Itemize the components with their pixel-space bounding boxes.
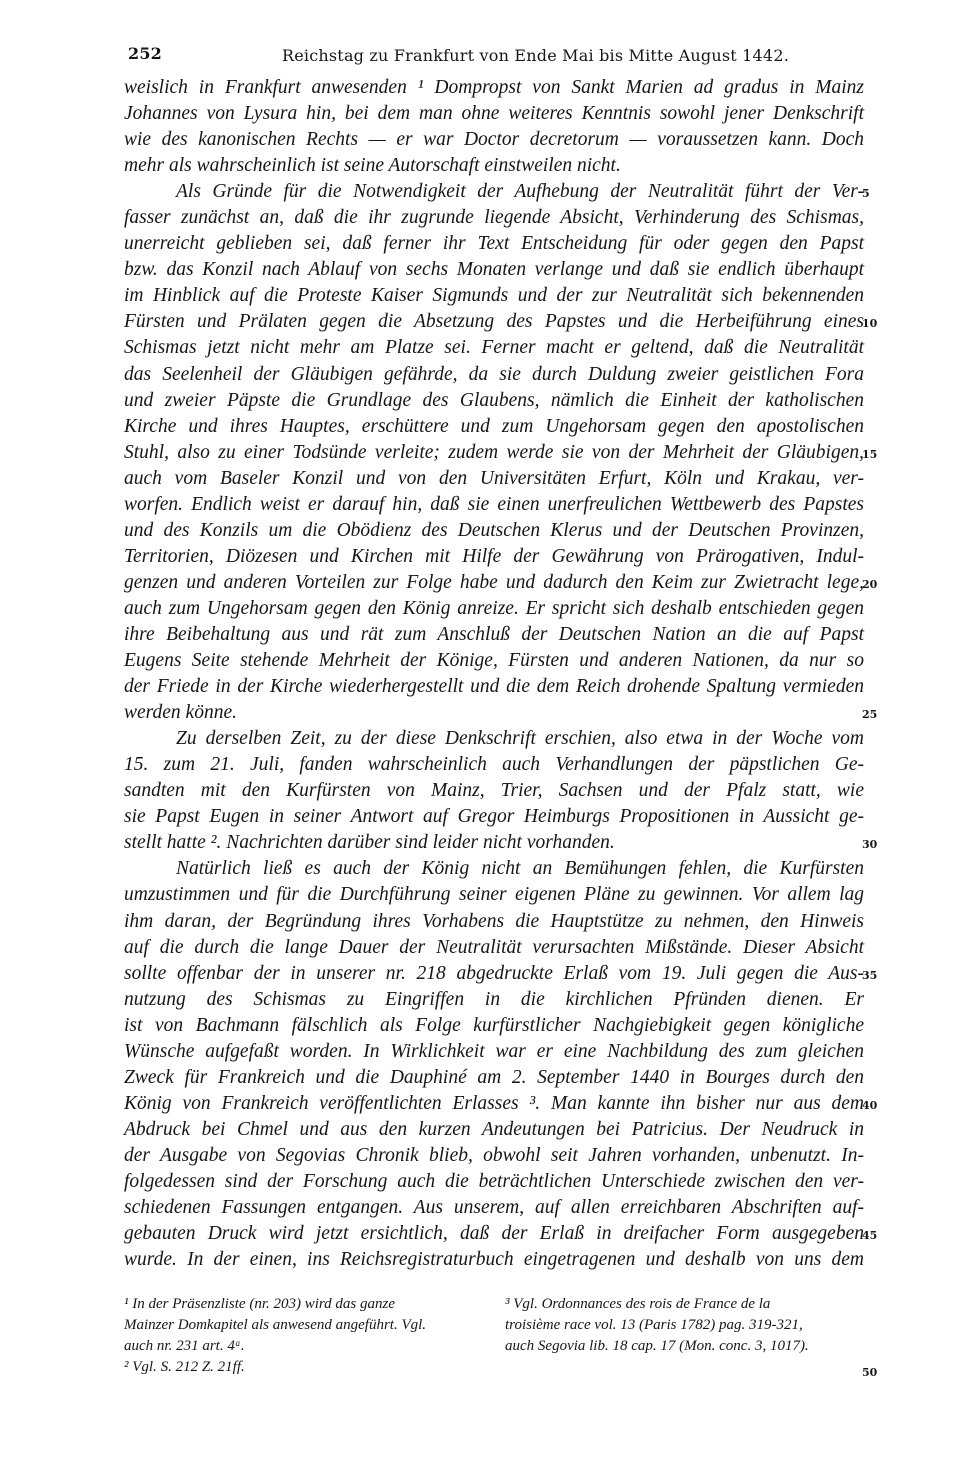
text-line: Eugens Seite stehende Mehrheit der Könige, Fürsten und anderen Nationen, da nur so	[124, 650, 864, 672]
text-line: Schismas jetzt nicht mehr am Platze sei. Ferner macht er geltend, daß die Neutralität	[124, 337, 864, 359]
footnote-line: auch nr. 231 art. 4ᵃ.	[124, 1338, 245, 1354]
text-line: folgedessen sind der Forschung auch die beträchtlichen Unterschiede zwischen den ver-	[124, 1170, 864, 1192]
main-text	[124, 75, 864, 1273]
text-line: und des Konzils um die Obödienz des Deutschen Klerus und der Deutschen Provinzen,	[124, 519, 864, 541]
text-line: Territorien, Diözesen und Kirchen mit Hilfe der Gewährung von Prärogativen, Indul-	[124, 545, 864, 567]
text-line: Kirche und ihres Hauptes, erschüttere und zum Ungehorsam gegen den apostolischen	[124, 415, 864, 437]
text-line: bzw. das Konzil nach Ablauf von sechs Monaten verlange und daß sie endlich überhaupt	[124, 259, 864, 281]
text-line: sollte offenbar der in unserer nr. 218 abgedruckte Erlaß vom 19. Juli gegen die Aus-	[124, 962, 864, 984]
text-line: unerreicht geblieben sei, daß ferner ihr Text Entscheidung für oder gegen den Papst	[124, 233, 864, 255]
text-line: Wünsche aufgefaßt worden. In Wirklichkeit war er eine Nachbildung des zum gleichen	[124, 1040, 864, 1062]
text-line: ihm daran, der Begründung ihres Vorhabens die Hauptstütze zu nehmen, den Hinweis	[124, 910, 864, 932]
text-line: wie des kanonischen Rechts — er war Doctor decretorum — voraussetzen kann. Doch	[124, 129, 864, 151]
text-line: sandten mit den Kurfürsten von Mainz, Trier, Sachsen und der Pfalz statt, wie	[124, 780, 864, 802]
text-line: Zweck für Frankreich und die Dauphiné am 2. September 1440 in Bourges durch den	[124, 1066, 864, 1088]
text-line: Abdruck bei Chmel und aus den kurzen Andeutungen bei Patricius. Der Neudruck in	[124, 1118, 864, 1140]
line-number-50: 50	[862, 1366, 878, 1379]
text-line: und zweier Päpste die Grundlage des Glaubens, nämlich die Einheit der katholischen	[124, 389, 864, 411]
text-line: Als Gründe für die Notwendigkeit der Aufhebung der Neutralität führt der Ver-	[176, 181, 864, 203]
text-line: weislich in Frankfurt anwesenden ¹ Dompropst von Sankt Marien ad gradus in Mainz	[124, 77, 864, 98]
text-line: ihre Beibehaltung aus und rät zum Anschluß der Deutschen Nation an die auf Papst	[124, 623, 864, 645]
text-line: nutzung des Schismas zu Eingriffen in die kirchlichen Pfründen dienen. Er	[124, 988, 864, 1010]
line-number: 45	[862, 1229, 878, 1243]
footnotes-right	[505, 1294, 857, 1357]
text-line: mehr als wahrscheinlich ist seine Autorschaft einstweilen nicht.	[124, 155, 621, 177]
text-line: der Ausgabe von Segovias Chronik blieb, obwohl seit Jahren vorhanden, unbenutzt. In-	[124, 1144, 864, 1166]
line-number: 25	[862, 708, 878, 722]
text-line: auch vom Baseler Konzil und von den Universitäten Erfurt, Köln und Krakau, ver-	[124, 467, 864, 489]
text-line: gebauten Druck wird jetzt ersichtlich, daß der Erlaß in dreifacher Form ausgegeben	[124, 1223, 864, 1245]
text-line: Fürsten und Prälaten gegen die Absetzung des Papstes und die Herbeiführung eines	[124, 311, 864, 333]
text-line: auf die durch die lange Dauer der Neutralität verursachten Mißstände. Dieser Absicht	[124, 936, 864, 958]
footnote-line: ³ Vgl. Ordonnances des rois de France de la	[505, 1296, 771, 1312]
line-number: 20	[862, 577, 878, 591]
text-line: umzustimmen und für die Durchführung seiner eigenen Pläne zu gewinnen. Vor allem lag	[124, 884, 864, 906]
text-line: genzen und anderen Vorteilen zur Folge habe und dadurch den Keim zur Zwietracht lege,	[124, 571, 864, 593]
text-line: fasser zunächst an, daß die ihr zugrunde liegende Absicht, Verhinderung des Schismas,	[124, 207, 864, 229]
text-line: der Friede in der Kirche wiederhergestellt und die dem Reich drohende Spaltung vermieden	[124, 676, 864, 698]
line-number: 30	[862, 838, 878, 852]
text-line: wurde. In der einen, ins Reichsregistraturbuch eingetragenen und deshalb von uns dem	[124, 1249, 864, 1271]
footnotes-left	[124, 1294, 480, 1378]
running-header	[128, 40, 863, 68]
text-line: schiedenen Fassungen entgangen. Aus unserem, auf allen erreichbaren Abschriften auf-	[124, 1197, 864, 1219]
footnote-line: Mainzer Domkapitel als anwesend angeführt. Vgl.	[124, 1317, 427, 1333]
text-line: stellt hatte ². Nachrichten darüber sind leider nicht vorhanden.	[124, 832, 615, 854]
footnote-line: auch Segovia lib. 18 cap. 17 (Mon. conc. 3, 1017).	[505, 1338, 809, 1354]
text-line: auch zum Ungehorsam gegen den König anreize. Er spricht sich deshalb entschieden gegen	[124, 597, 864, 619]
text-line: 15. zum 21. Juli, fanden wahrscheinlich auch Verhandlungen der päpstlichen Ge-	[124, 754, 864, 776]
running-title: Reichstag zu Frankfurt von Ende Mai bis Mitte August 1442.	[282, 46, 789, 65]
text-line: Stuhl, also zu einer Todsünde verleite; zudem werde sie von der Mehrheit der Gläubigen,	[124, 441, 864, 463]
text-line: ist von Bachmann fälschlich als Folge kurfürstlicher Nachgiebigkeit gegen königliche	[124, 1014, 864, 1036]
line-number: 10	[862, 317, 878, 331]
footnote-line: ¹ In der Präsenzliste (nr. 203) wird das ganze	[124, 1296, 396, 1312]
text-line: sie Papst Eugen in seiner Antwort auf Gregor Heimburgs Propositionen in Aussicht ge-	[124, 806, 864, 828]
line-number: 40	[862, 1098, 878, 1112]
text-line: das Seelenheil der Gläubigen gefährde, da sie durch Duldung zweier geistlichen Fora	[124, 363, 864, 385]
text-line: Johannes von Lysura hin, bei dem man ohne weiteres Kenntnis sowohl jener Denkschrift	[124, 103, 864, 125]
page-number: 252	[128, 44, 162, 63]
footnote-line: ² Vgl. S. 212 Z. 21ff.	[124, 1359, 245, 1375]
line-number: 15	[862, 447, 878, 461]
text-line: werden könne.	[124, 702, 237, 724]
text-line: Zu derselben Zeit, zu der diese Denkschrift erschien, also etwa in der Woche vom	[176, 728, 864, 750]
text-line: worfen. Endlich weist er darauf hin, daß sie einen unerfreulichen Wettbewerb des Papstes	[124, 493, 864, 515]
text-line: Natürlich ließ es auch der König nicht an Bemühungen fehlen, die Kurfürsten	[176, 858, 864, 880]
text-line: König von Frankreich veröffentlichten Erlasses ³. Man kannte ihn bisher nur aus dem	[124, 1092, 864, 1114]
text-line: im Hinblick auf die Proteste Kaiser Sigmunds und der zur Neutralität sich bekennenden	[124, 285, 864, 307]
line-number: 5	[862, 187, 870, 201]
footnote-line: troisième race vol. 13 (Paris 1782) pag. 319-321,	[505, 1317, 803, 1333]
line-number: 35	[862, 968, 878, 982]
